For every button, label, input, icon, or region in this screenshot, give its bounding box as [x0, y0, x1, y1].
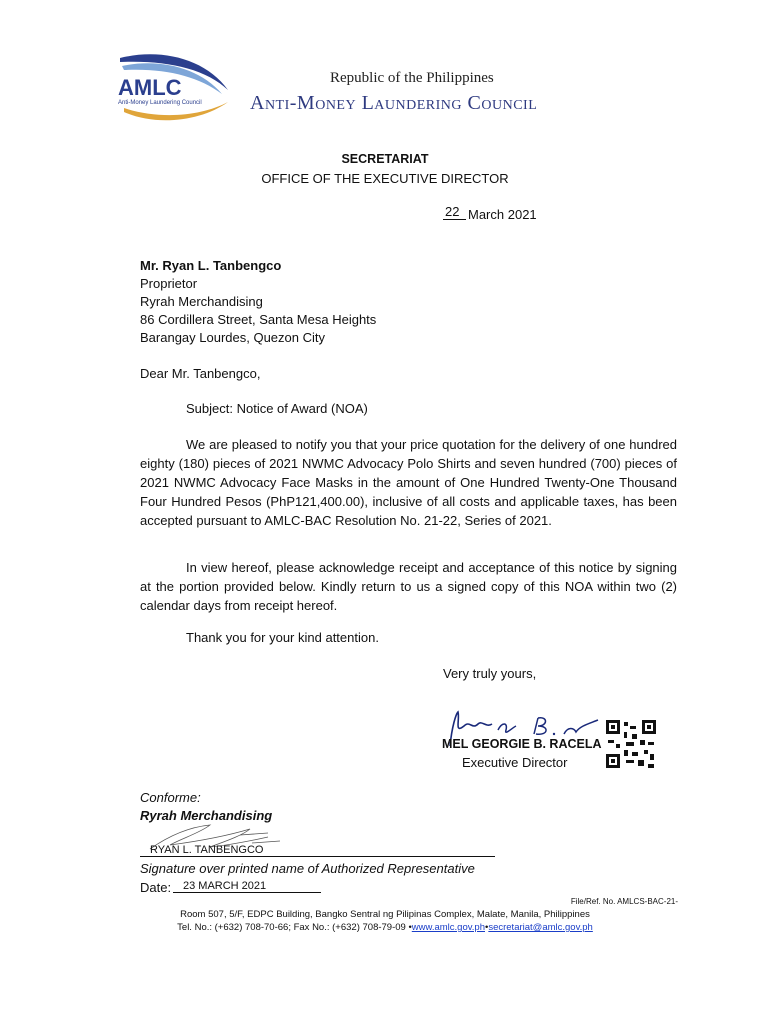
- footer-separator: •: [485, 922, 489, 933]
- signatory-name: MEL GEORGIE B. RACELA: [442, 737, 602, 751]
- conforme-signature-line: [140, 856, 495, 857]
- thanks-line: Thank you for your kind attention.: [186, 630, 379, 645]
- email-link[interactable]: secretariat@amlc.gov.ph: [488, 922, 593, 933]
- footer-address: Room 507, 5/F, EDPC Building, Bangko Sentral ng Pilipinas Complex, Malate, Manila, Philippines: [180, 909, 590, 920]
- conforme-date-value: 23 MARCH 2021: [173, 880, 321, 893]
- recipient-city: Barangay Lourdes, Quezon City: [140, 330, 325, 345]
- amlc-logo: [110, 50, 232, 128]
- file-reference: File/Ref. No. AMLCS-BAC-21-: [570, 897, 678, 906]
- conforme-label: Conforme:: [140, 790, 201, 805]
- body-paragraph-1: We are pleased to notify you that your price quotation for the delivery of one hundred eighty (180) pieces of 2021 NWMC Advocacy Polo Shirts and seven hundred (700) pieces of 2021 NWMC Advocacy Face Masks in the amount of One Hundred Twenty-One Thousand Four Hundred Pesos (PhP121,400.00), inclusive of all costs and applicable taxes, has been accepted pursuant to AMLC-BAC Resolution No. 21-22, Series of 2021.: [140, 437, 677, 528]
- republic-line: Republic of the Philippines: [330, 70, 494, 86]
- recipient-street: 86 Cordillera Street, Santa Mesa Heights: [140, 312, 377, 327]
- closing-line: Very truly yours,: [443, 666, 537, 681]
- svg-text:Anti-Money Laundering Council: Anti-Money Laundering Council: [118, 100, 202, 106]
- subject-line: Subject: Notice of Award (NOA): [186, 401, 368, 416]
- footer-phone-fax: Tel. No.: (+632) 708-70-66; Fax No.: (+632) 708-79-09 •: [177, 922, 412, 933]
- recipient-title: Proprietor: [140, 276, 198, 291]
- svg-text:AMLC: AMLC: [118, 75, 182, 100]
- recipient-company: Ryrah Merchandising: [140, 294, 263, 309]
- date-day: 22: [443, 204, 466, 220]
- date-month-year: March 2021: [468, 207, 537, 222]
- conforme-rep-name: RYAN L. TANBENGCO: [150, 844, 264, 856]
- website-link[interactable]: www.amlc.gov.ph: [411, 922, 485, 933]
- recipient-name: Mr. Ryan L. Tanbengco: [140, 258, 282, 273]
- date-label: Date:: [140, 880, 172, 895]
- signatory-title: Executive Director: [462, 755, 568, 770]
- qr-code: [606, 720, 656, 768]
- office-heading: OFFICE OF THE EXECUTIVE DIRECTOR: [261, 171, 509, 186]
- salutation: Dear Mr. Tanbengco,: [140, 366, 261, 381]
- secretariat-heading: SECRETARIAT: [341, 152, 429, 166]
- conforme-company: Ryrah Merchandising: [140, 808, 273, 823]
- body-paragraph-2: In view hereof, please acknowledge receipt and acceptance of this notice by signing at the portion provided below. Kindly return to us a signed copy of this NOA within two (2) calendar days from receipt hereof.: [140, 560, 677, 613]
- council-title: Anti-Money Laundering Council: [250, 92, 538, 114]
- signature-caption: Signature over printed name of Authorized Representative: [140, 861, 475, 876]
- footer-contact-line: [0, 922, 770, 933]
